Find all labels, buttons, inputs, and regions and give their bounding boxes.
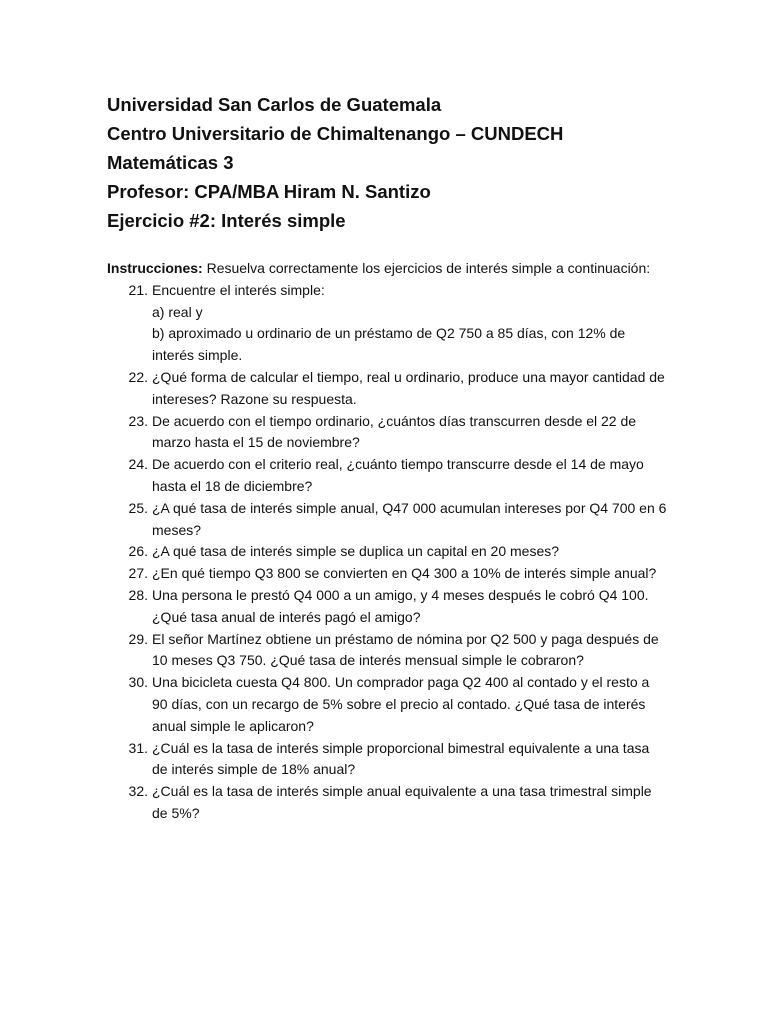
exercise-item bbox=[107, 280, 667, 367]
exercise-number: 28. bbox=[128, 586, 148, 603]
exercise-item bbox=[107, 454, 667, 498]
exercise-number: 27. bbox=[128, 565, 148, 582]
exercise-subpart: a) real y bbox=[152, 303, 203, 320]
exercise-text: ¿Qué forma de calcular el tiempo, real u ordinario, produce una mayor cantidad de intereses? Razone su respuesta. bbox=[152, 368, 665, 407]
exercise-number: 21. bbox=[128, 281, 148, 298]
exercise-item bbox=[107, 498, 667, 542]
instructions-paragraph bbox=[107, 258, 667, 280]
exercise-text: El señor Martínez obtiene un préstamo de nómina por Q2 500 y paga después de 10 meses Q3 750. ¿Qué tasa de interés mensual simple le cobraron? bbox=[152, 630, 659, 669]
instructions-label: Instrucciones: bbox=[107, 260, 203, 276]
exercise-text: De acuerdo con el tiempo ordinario, ¿cuántos días transcurren desde el 22 de marzo hasta el 15 de noviembre? bbox=[152, 412, 637, 451]
center-name: Centro Universitario de Chimaltenango – CUNDECH bbox=[107, 123, 564, 144]
professor-name: Profesor: CPA/MBA Hiram N. Santizo bbox=[107, 181, 431, 202]
exercise-text: ¿Cuál es la tasa de interés simple anual equivalente a una tasa trimestral simple de 5%? bbox=[152, 783, 652, 821]
exercise-list bbox=[107, 280, 667, 825]
exercise-item bbox=[107, 738, 667, 782]
exercise-number: 32. bbox=[128, 783, 148, 800]
exercise-item bbox=[107, 367, 667, 411]
exercise-number: 22. bbox=[128, 368, 148, 385]
exercise-number: 26. bbox=[128, 543, 148, 560]
exercise-text: ¿A qué tasa de interés simple anual, Q47 000 acumulan intereses por Q4 700 en 6 meses? bbox=[152, 499, 667, 538]
exercise-number: 30. bbox=[128, 674, 148, 691]
exercise-item bbox=[107, 629, 667, 673]
exercise-item bbox=[107, 585, 667, 629]
exercise-number: 29. bbox=[128, 630, 148, 647]
exercise-item bbox=[107, 411, 667, 455]
exercise-item bbox=[107, 563, 667, 585]
exercise-number: 31. bbox=[128, 739, 148, 756]
course-name: Matemáticas 3 bbox=[107, 152, 234, 173]
exercise-item bbox=[107, 672, 667, 737]
document-header bbox=[107, 90, 667, 235]
exercise-text: ¿En qué tiempo Q3 800 se convierten en Q4 300 a 10% de interés simple anual? bbox=[152, 565, 657, 582]
exercise-number: 24. bbox=[128, 456, 148, 473]
exercise-text: De acuerdo con el criterio real, ¿cuánto tiempo transcurre desde el 14 de mayo hasta el 18 de diciembre? bbox=[152, 456, 644, 494]
exercise-text: ¿A qué tasa de interés simple se duplica un capital en 20 meses? bbox=[152, 543, 560, 560]
document-page bbox=[107, 90, 667, 825]
exercise-number: 25. bbox=[128, 499, 148, 516]
exercise-text: Una bicicleta cuesta Q4 800. Un comprador paga Q2 400 al contado y el resto a 90 días, con un recargo de 5% sobre el precio al contado. ¿Qué tasa de interés anual simple le aplicaron? bbox=[152, 674, 650, 734]
exercise-item bbox=[107, 781, 667, 825]
university-name: Universidad San Carlos de Guatemala bbox=[107, 94, 442, 115]
exercise-number: 23. bbox=[128, 412, 148, 429]
exercise-text: Encuentre el interés simple: bbox=[152, 281, 325, 298]
exercise-item bbox=[107, 541, 667, 563]
exercise-title: Ejercicio #2: Interés simple bbox=[107, 210, 346, 231]
exercise-text: Una persona le prestó Q4 000 a un amigo, y 4 meses después le cobró Q4 100. ¿Qué tasa anual de interés pagó el amigo? bbox=[152, 586, 649, 625]
instructions-text: Resuelva correctamente los ejercicios de interés simple a continuación: bbox=[202, 260, 651, 276]
exercise-text: ¿Cuál es la tasa de interés simple proporcional bimestral equivalente a una tasa de interés simple de 18% anual? bbox=[152, 739, 650, 778]
exercise-subpart: b) aproximado u ordinario de un préstamo de Q2 750 a 85 días, con 12% de interés simple. bbox=[152, 325, 626, 364]
